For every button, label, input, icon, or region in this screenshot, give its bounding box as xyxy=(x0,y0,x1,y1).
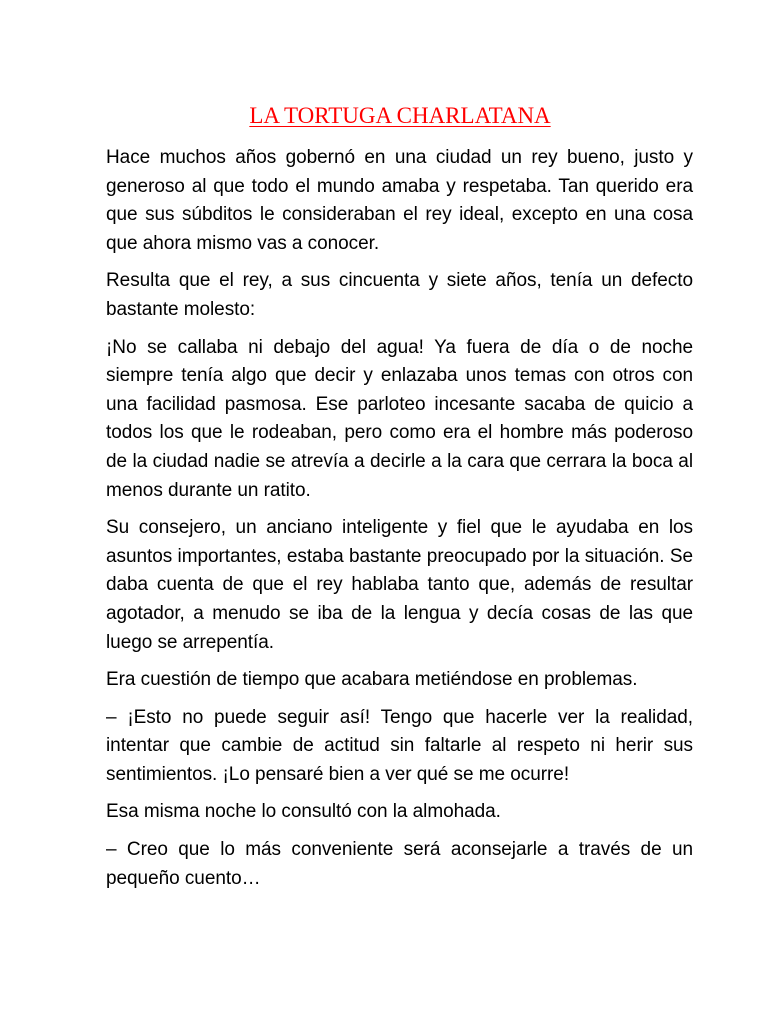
paragraph-8: – Creo que lo más conveniente será aconsejarle a través de un pequeño cuento… xyxy=(106,839,693,889)
paragraph-2: Resulta que el rey, a sus cincuenta y siete años, tenía un defecto bastante molesto: xyxy=(106,270,693,320)
paragraph-3: ¡No se callaba ni debajo del agua! Ya fuera de día o de noche siempre tenía algo que decir y enlazaba unos temas con otros con una facilidad pasmosa. Ese parloteo incesante sacaba de quicio a todos los que le rodeaban, pero como era el hombre más poderoso de la ciudad nadie se atrevía a decirle a la cara que cerrara la boca al menos durante un ratito. xyxy=(106,336,693,501)
document-body xyxy=(106,144,693,902)
document-title: LA TORTUGA CHARLATANA xyxy=(249,103,551,128)
paragraph-4: Su consejero, un anciano inteligente y fiel que le ayudaba en los asuntos importantes, estaba bastante preocupado por la situación. Se daba cuenta de que el rey hablaba tanto que, además de resultar agotador, a menudo se iba de la lengua y decía cosas de las que luego se arrepentía. xyxy=(106,517,693,653)
paragraph-5: Era cuestión de tiempo que acabara metiéndose en problemas. xyxy=(106,669,638,691)
paragraph-7: Esa misma noche lo consultó con la almohada. xyxy=(106,801,501,823)
paragraph-1: Hace muchos años gobernó en una ciudad un rey bueno, justo y generoso al que todo el mundo amaba y respetaba. Tan querido era que sus súbditos le consideraban el rey ideal, excepto en una cosa que ahora mismo vas a conocer. xyxy=(106,147,693,254)
paragraph-6: – ¡Esto no puede seguir así! Tengo que hacerle ver la realidad, intentar que cambie de actitud sin faltarle al respeto ni herir sus sentimientos. ¡Lo pensaré bien a ver qué se me ocurre! xyxy=(106,706,693,785)
